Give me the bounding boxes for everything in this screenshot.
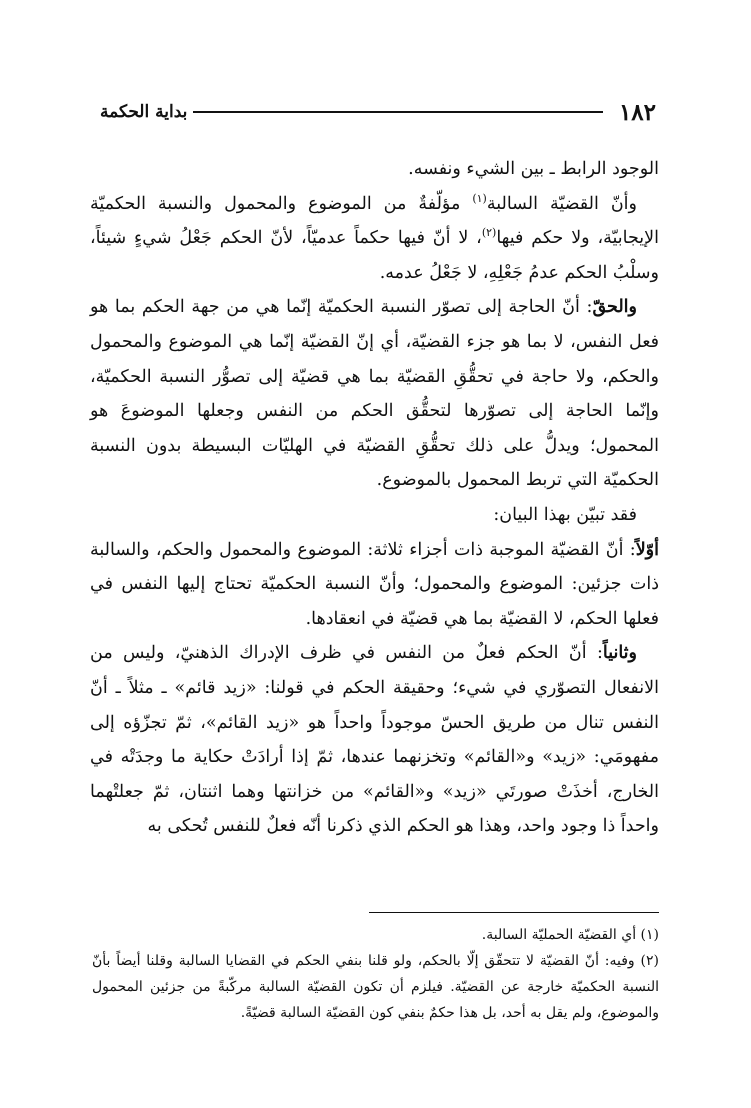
- footnote-ref: (٢): [481, 226, 497, 240]
- book-title: بداية الحكمة: [100, 102, 188, 122]
- bold-lead: أوّلاً: [635, 539, 659, 560]
- paragraph: فقد تبيّن بهذا البيان:: [493, 504, 637, 525]
- paragraph: [90, 290, 659, 498]
- bold-lead: والحقّ: [592, 297, 637, 318]
- paragraph: [90, 187, 659, 291]
- footnotes: [92, 922, 659, 1026]
- header-rule: [193, 111, 603, 113]
- main-text: [90, 152, 659, 844]
- text-run: : أنّ الحكم فعلٌ من النفس في ظرف الإدراك الذهنيّ، وليس من الانفعال التصوّري في شيء؛ وحقيقة الحكم في قولنا: «زيد قائم» ـ مثلاً ـ أنّ النفس تنال من طريق الحسّ موجوداً واحداً هو «زيد القائم»، ثمّ تجزّؤه إلى مفهومَي: «زيد» و«القائم» وتخزنهما عندها، ثمّ إذا أرادَتْ حكاية ما وجدَتْه في الخارج، أخذَتْ صورتَي «زيد» و«القائم» من خزانتها وهما اثنتان، ثمّ جعلتْهما واحداً ذا وجود واحد، وهذا هو الحكم الذي ذكرنا أنّه فعلٌ للنفس تُحكى به: [90, 643, 659, 837]
- footnote: [92, 948, 659, 1026]
- paragraph: [90, 636, 659, 844]
- footnote-number: (١): [640, 927, 659, 943]
- text-run: مؤلّفةٌ من الموضوع والمحمول والنسبة الحكميّة الإيجابيّة، ولا حكم فيها: [90, 193, 659, 249]
- footnote: [92, 922, 659, 948]
- page-number: ١٨٢: [618, 98, 656, 126]
- text-run: وأنّ القضيّة السالبة: [486, 193, 637, 214]
- paragraph: [90, 533, 659, 637]
- running-header: [100, 98, 656, 126]
- footnote-number: (٢): [640, 953, 659, 969]
- footnote-text: أي القضيّة الحمليّة السالبة.: [481, 927, 641, 943]
- paragraph: الوجود الرابط ـ بين الشيء ونفسه.: [408, 159, 659, 179]
- footnote-rule: [369, 912, 659, 913]
- text-run: : أنّ القضيّة الموجبة ذات أجزاء ثلاثة: الموضوع والمحمول والحكم، والسالبة ذات جزئين: الموضوع والمحمول؛ وأنّ النسبة الحكميّة تحتاج إليها النفس في فعلها الحكم، لا القضيّة بما هي قضيّة في انعقادها.: [90, 539, 659, 629]
- footnote-text: وفيه: أنّ القضيّة لا تتحقّق إلّا بالحكم، ولو قلنا بنفي الحكم في القضايا السالبة وقلنا أيضاً بأنّ النسبة الحكميّة خارجة عن القضيّة. فيلزم أن تكون القضيّة السالبة مركّبةً من جزئين المحمول والموضوع، ولم يقل به أحد، بل هذا حكمٌ بنفي كون القضيّة السالبة قضيّةً.: [92, 953, 659, 1021]
- bold-lead: وثانياً: [602, 643, 637, 664]
- footnote-ref: (١): [472, 191, 487, 205]
- text-run: ، لا أنّ فيها حكماً عدميّاً، لأنّ الحكم جَعْلُ شيءٍ شيئاً، وسلْبُ الحكم عدمُ جَعْلِهِ، لا جَعْلُ عدمه.: [90, 228, 659, 283]
- text-run: : أنّ الحاجة إلى تصوّر النسبة الحكميّة إنّما هي من جهة الحكم بما هو فعل النفس، لا بما هو جزء القضيّة، أي إنّ القضيّة إنّما هي الموضوع والمحمول والحكم، ولا حاجة في تحقُّقِ القضيّة بما هي قضيّة إلى تصوُّر النسبة الحكميّة، وإنّما الحاجة إلى تصوّرها لتحقُّق الحكم من النفس وجعلها الموضوعَ هو المحمول؛ ويدلُّ على ذلك تحقُّقِ القضيّة في الهليّات البسيطة بدون النسبة الحكميّة التي تربط المحمول بالموضوع.: [90, 297, 659, 491]
